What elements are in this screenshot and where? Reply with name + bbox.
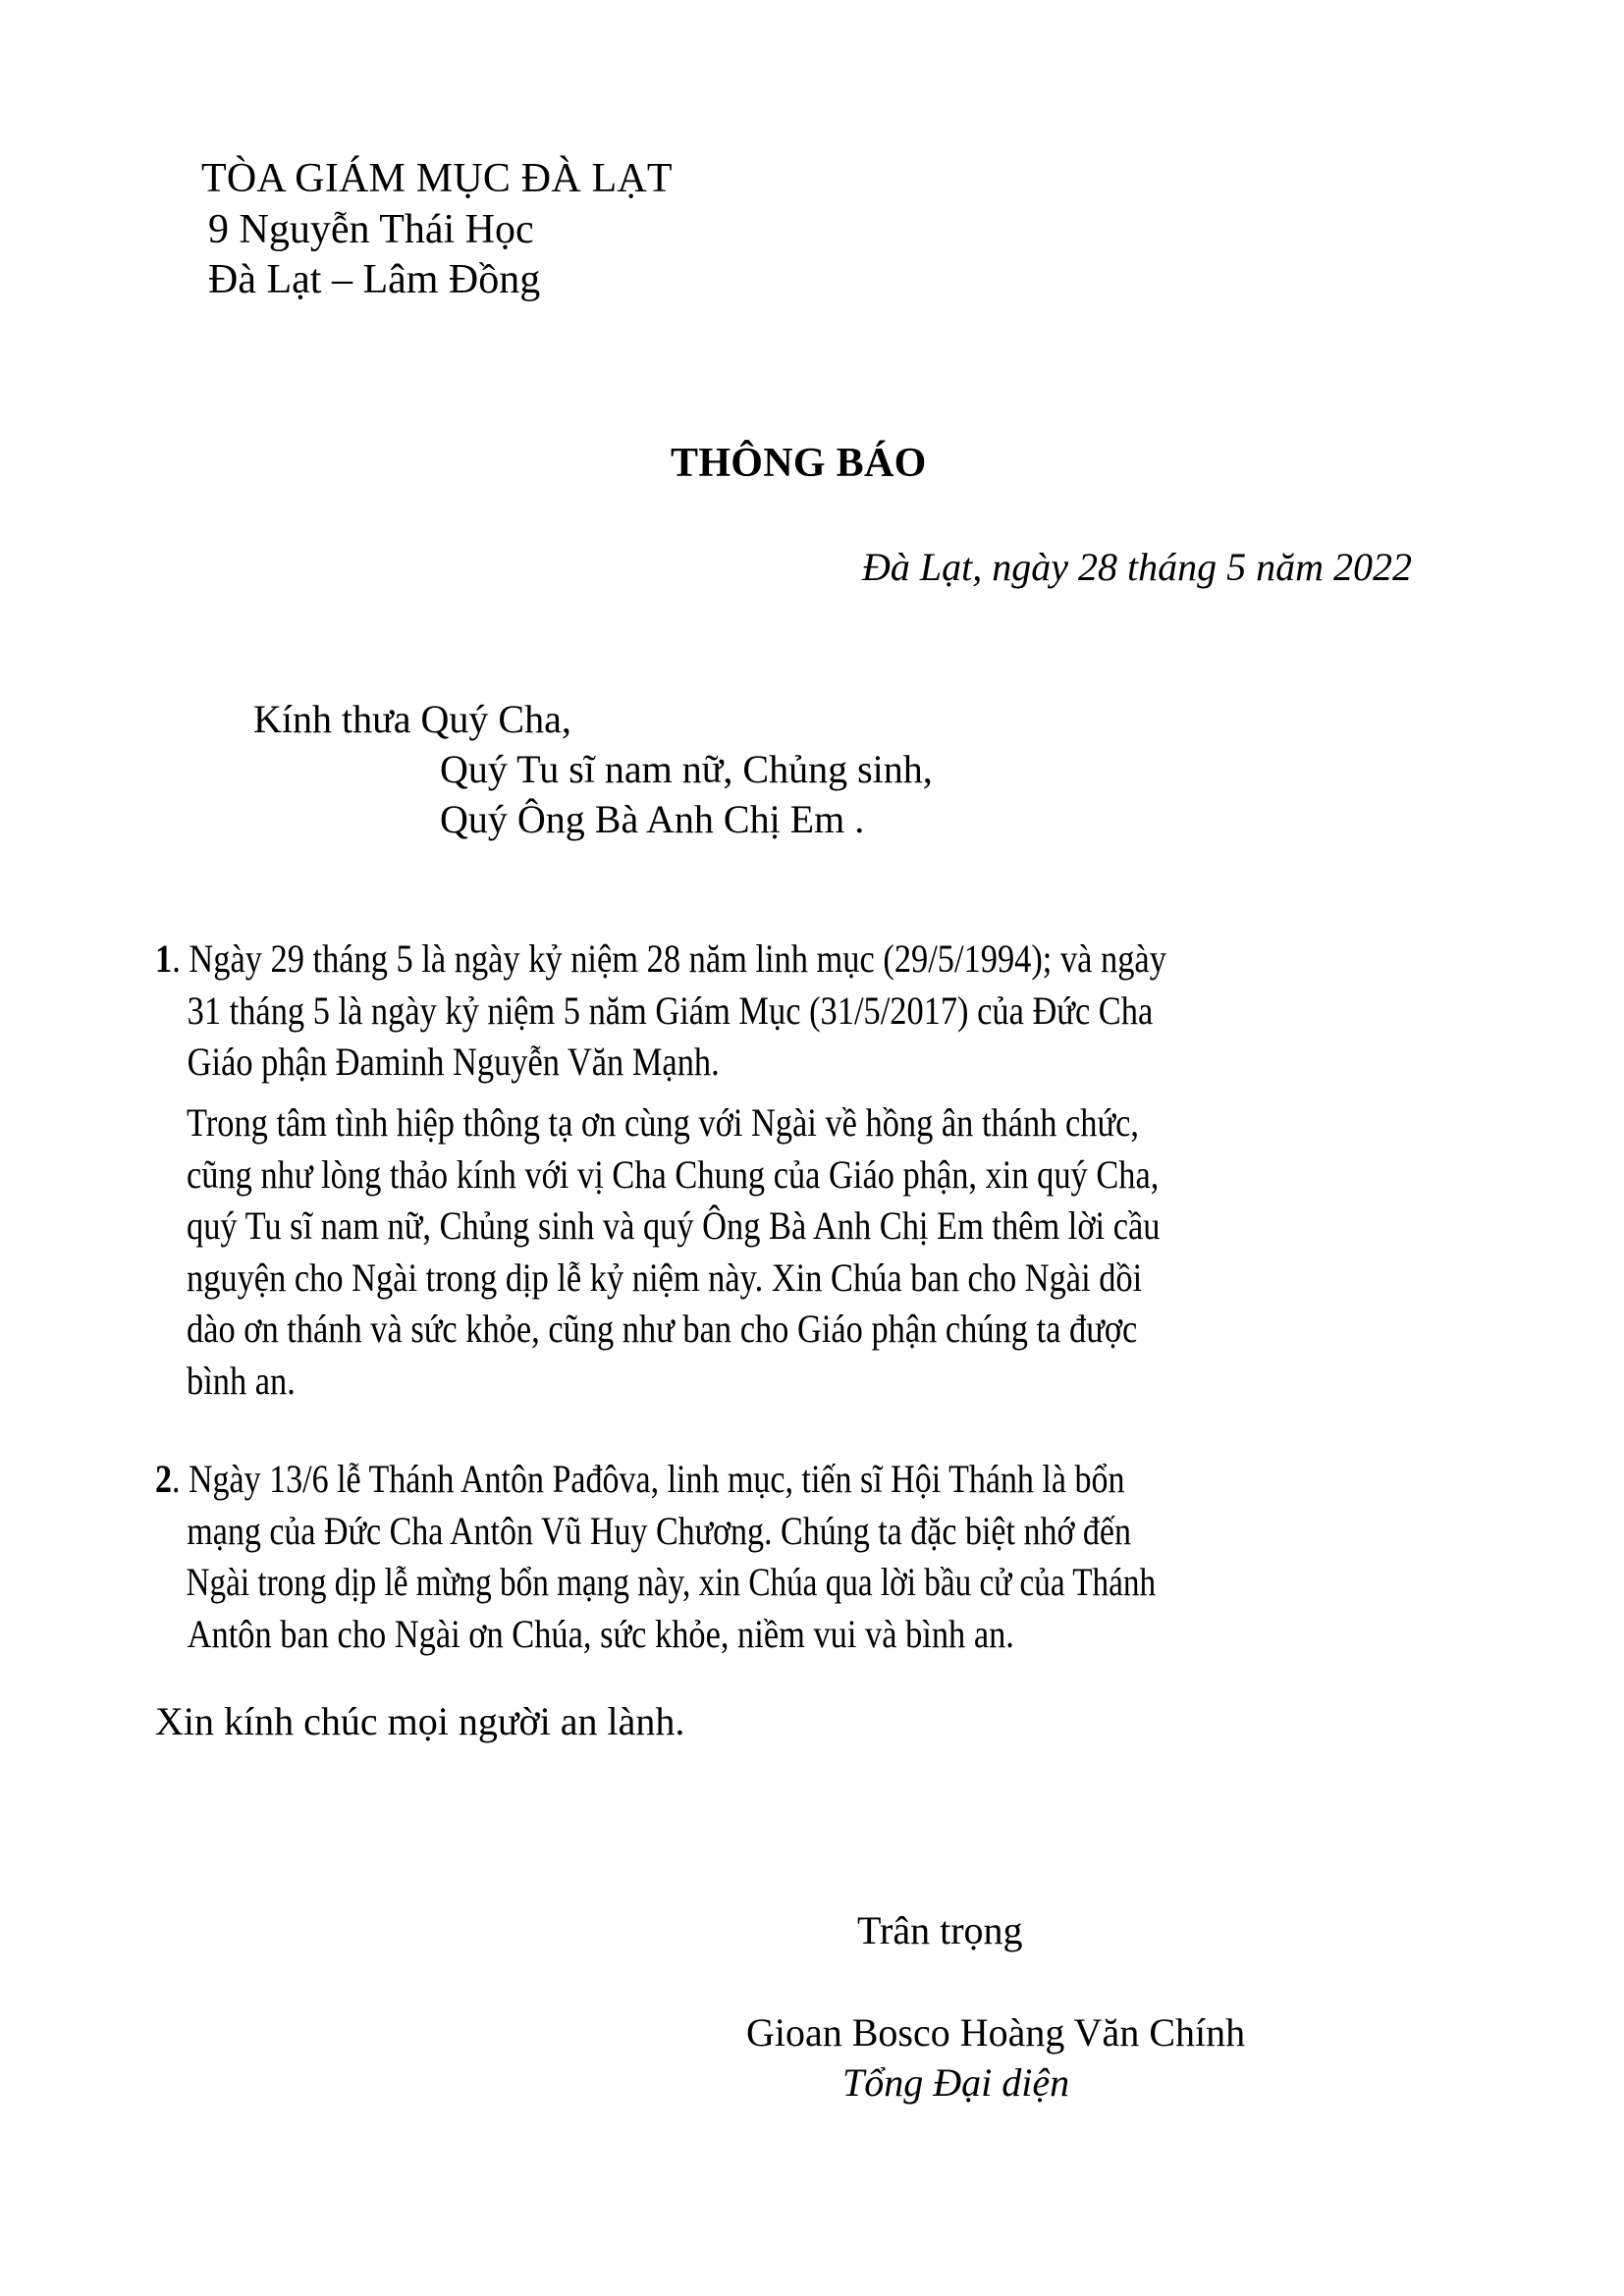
signer-name: Gioan Bosco Hoàng Văn Chính bbox=[746, 2010, 1246, 2055]
signer-position: Tổng Đại diện bbox=[842, 2060, 1070, 2105]
section-1-cont-line-6: bình an. bbox=[187, 1358, 296, 1403]
section-1-cont-line-4: nguyện cho Ngài trong dịp lễ kỷ niệm này. Xin Chúa ban cho Ngài dồi bbox=[187, 1255, 1143, 1300]
section-2-line-3: Ngài trong dịp lễ mừng bổn mạng này, xin Chúa qua lời bầu cử của Thánh bbox=[186, 1560, 1157, 1604]
closing-line: Xin kính chúc mọi người an lành. bbox=[155, 1699, 685, 1743]
date-line: Đà Lạt, ngày 28 tháng 5 năm 2022 bbox=[862, 545, 1412, 589]
address-line-1: 9 Nguyễn Thái Học bbox=[208, 207, 534, 252]
section-1-cont-line-1: Trong tâm tình hiệp thông tạ ơn cùng với Ngài về hồng ân thánh chức, bbox=[187, 1100, 1139, 1145]
section-1-continuation bbox=[187, 1097, 1542, 1407]
section-1-cont-line-3: quý Tu sĩ nam nữ, Chủng sinh và quý Ông Bà Anh Chị Em thêm lời cầu bbox=[187, 1203, 1161, 1248]
salutation-line-1: Kính thưa Quý Cha, bbox=[253, 697, 571, 741]
section-1-line-2: 31 tháng 5 là ngày kỷ niệm 5 năm Giám Mục (31/5/2017) của Đức Cha bbox=[187, 988, 1154, 1033]
section-1 bbox=[155, 934, 1510, 1089]
regards: Trân trọng bbox=[857, 1908, 1023, 1952]
section-2-line-4: Antôn ban cho Ngài ơn Chúa, sức khỏe, niềm vui và bình an. bbox=[187, 1611, 1014, 1656]
section-number: 1 bbox=[155, 936, 173, 981]
section-number: 2 bbox=[155, 1457, 172, 1501]
section-2-line-2: mạng của Đức Cha Antôn Vũ Huy Chương. Chúng ta đặc biệt nhớ đến bbox=[187, 1508, 1132, 1553]
section-2-line-1: 2. Ngày 13/6 lễ Thánh Antôn Pađôva, linh mục, tiến sĩ Hội Thánh là bổn bbox=[155, 1457, 1125, 1501]
document-title: THÔNG BÁO bbox=[671, 441, 927, 486]
address-line-2: Đà Lạt – Lâm Đồng bbox=[208, 257, 541, 302]
section-1-line-1: 1. Ngày 29 tháng 5 là ngày kỷ niệm 28 năm linh mục (29/5/1994); và ngày bbox=[155, 936, 1166, 981]
salutation-line-2: Quý Tu sĩ nam nữ, Chủng sinh, bbox=[440, 747, 933, 791]
section-1-cont-line-5: dào ơn thánh và sức khỏe, cũng như ban cho Giáo phận chúng ta được bbox=[187, 1307, 1138, 1351]
section-2 bbox=[155, 1454, 1510, 1660]
section-1-line-3: Giáo phận Đaminh Nguyễn Văn Mạnh. bbox=[187, 1040, 720, 1084]
salutation-line-3: Quý Ông Bà Anh Chị Em . bbox=[440, 797, 865, 841]
section-1-cont-line-2: cũng như lòng thảo kính với vị Cha Chung của Giáo phận, xin quý Cha, bbox=[187, 1151, 1160, 1197]
organization-name: TÒA GIÁM MỤC ĐÀ LẠT bbox=[201, 156, 673, 201]
